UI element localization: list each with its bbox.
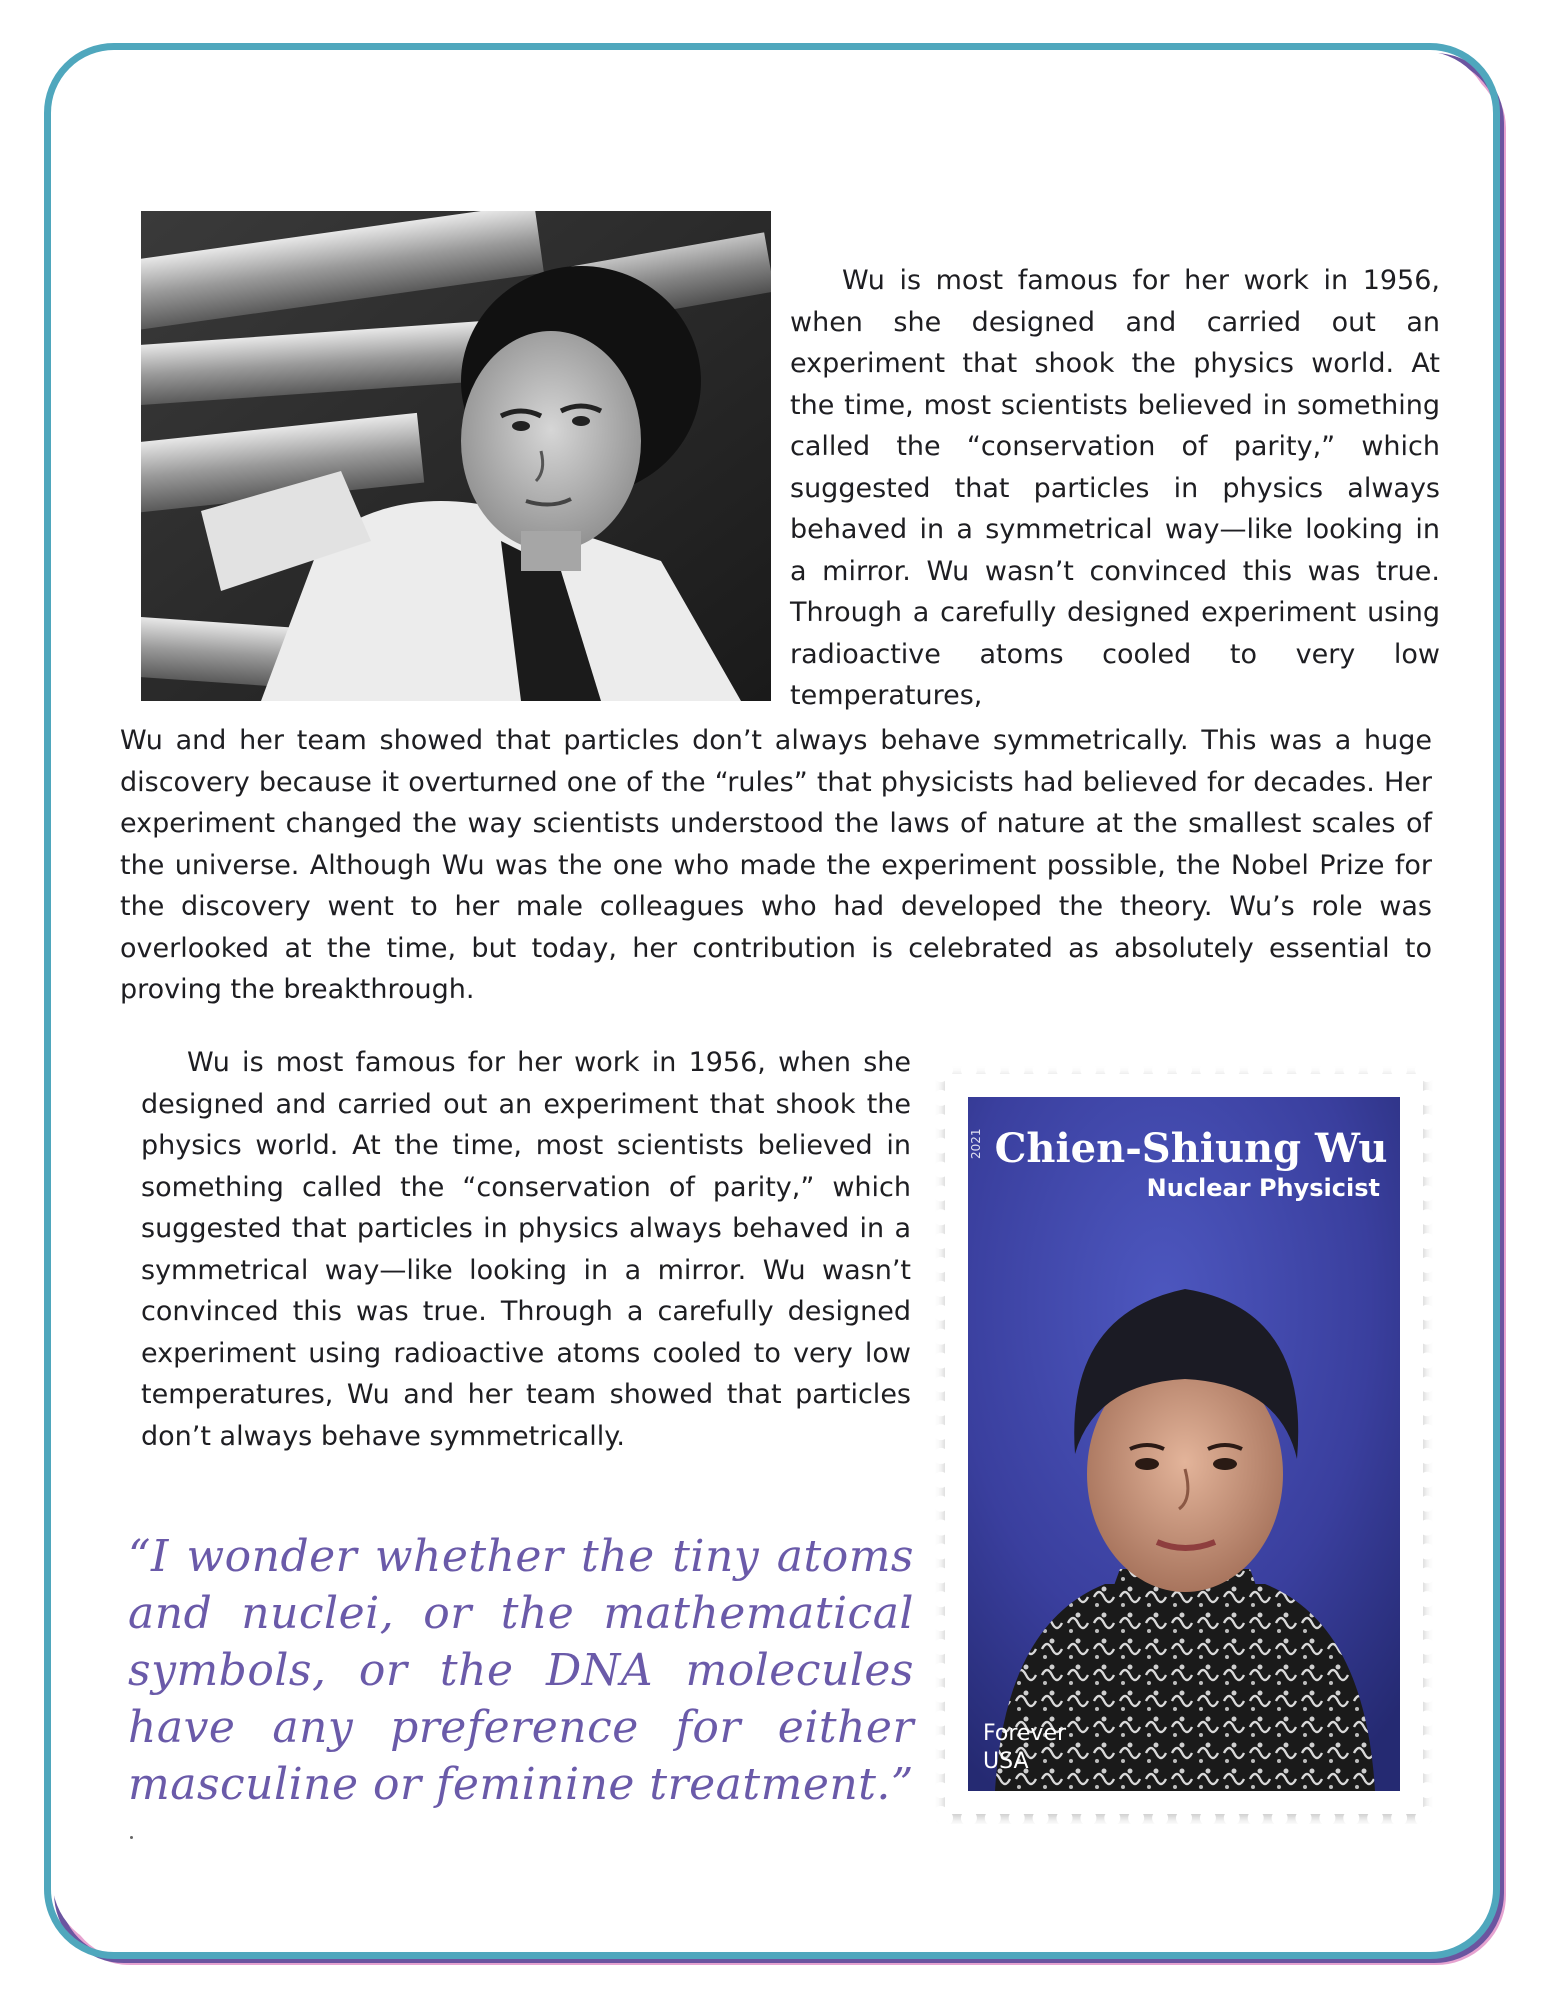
stamp-illustration bbox=[935, 1064, 1433, 1824]
pull-quote: “I wonder whether the tiny atoms and nuclei, or the mathematical symbols, or the DNA molecules have any preference for either masculine or feminine treatment.” bbox=[128, 1531, 914, 1810]
article-paragraph-lower bbox=[141, 1042, 911, 1457]
stamp-denomination-forever: Forever bbox=[983, 1721, 1067, 1746]
stamp-year: 2021 bbox=[969, 1128, 983, 1159]
stamp-subtitle: Nuclear Physicist bbox=[1146, 1174, 1380, 1202]
stamp-denomination-usa: USA bbox=[983, 1749, 1029, 1774]
article-paragraph-continued-text: Wu and her team showed that particles don’t always behave symmetrically. This was a huge discovery because it overturned one of the “rules” that physicists had believed for decades. Her experiment changed the way scientists understood the laws of nature at the smallest scales of the universe. Although Wu was the one who made the experiment possible, the Nobel Prize for the discovery went to her male colleagues who had developed the theory. Wu’s role was overlooked at the time, but today, her contribution is celebrated as absolutely essential to proving the breakthrough. bbox=[120, 725, 1432, 1005]
article-paragraph-top bbox=[790, 260, 1440, 717]
article-paragraph-continued bbox=[120, 720, 1432, 1011]
scientist-photo bbox=[141, 211, 771, 701]
stray-dot bbox=[130, 1836, 133, 1839]
article-paragraph-lower-text: Wu is most famous for her work in 1956, when she designed and carried out an experiment that shook the physics world. At the time, most scientists believed in something called the “conservation of parity,” which suggested that particles in physics always behaved in a symmetrical way—like looking in a mirror. Wu wasn’t convinced this was true. Through a carefully designed experiment using radioactive atoms cooled to very low temperatures, Wu and her team showed that particles don’t always behave symmetrically. bbox=[141, 1047, 911, 1452]
scientist-photo-illustration bbox=[141, 211, 771, 701]
article-paragraph-top-text: Wu is most famous for her work in 1956, when she designed and carried out an experiment that shook the physics world. At the time, most scientists believed in something called the “conservation of parity,” which suggested that particles in physics always behaved in a symmetrical way—like looking in a mirror. Wu wasn’t convinced this was true. Through a carefully designed experiment using radioactive atoms cooled to very low temperatures, bbox=[790, 265, 1440, 711]
stamp-name: Chien-Shiung Wu bbox=[994, 1125, 1388, 1172]
postage-stamp bbox=[935, 1064, 1433, 1824]
